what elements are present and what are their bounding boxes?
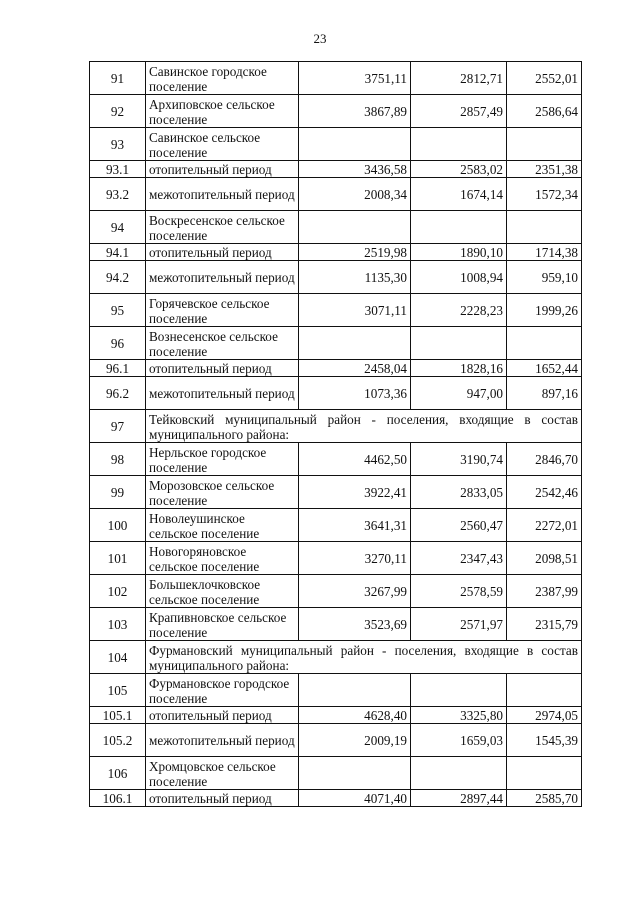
row-number-cell: 94.1: [90, 244, 146, 261]
value-cell-2: 1828,16: [411, 360, 507, 377]
value-cell-3: [507, 674, 582, 707]
settlement-name-cell: отопительный период: [146, 244, 299, 261]
value-cell-3: 2846,70: [507, 443, 582, 476]
value-cell-3: [507, 211, 582, 244]
table-row: [90, 674, 582, 707]
value-cell-1: 2458,04: [299, 360, 411, 377]
row-number-cell: 96.2: [90, 377, 146, 410]
value-cell-3: 1572,34: [507, 178, 582, 211]
settlement-name-cell: Нерльское городское поселение: [146, 443, 299, 476]
value-cell-3: [507, 327, 582, 360]
value-cell-2: 947,00: [411, 377, 507, 410]
value-cell-2: 2560,47: [411, 509, 507, 542]
settlement-name-cell: Воскресенское сельское поселение: [146, 211, 299, 244]
table-row: [90, 757, 582, 790]
table-row: [90, 377, 582, 410]
value-cell-2: 2812,71: [411, 62, 507, 95]
value-cell-1: 1135,30: [299, 261, 411, 294]
value-cell-1: 3523,69: [299, 608, 411, 641]
table-row: [90, 707, 582, 724]
value-cell-2: 3325,80: [411, 707, 507, 724]
value-cell-1: [299, 674, 411, 707]
table-row: [90, 211, 582, 244]
value-cell-3: 2542,46: [507, 476, 582, 509]
row-number-cell: 93.1: [90, 161, 146, 178]
row-number-cell: 105: [90, 674, 146, 707]
table-row: [90, 294, 582, 327]
value-cell-1: [299, 211, 411, 244]
value-cell-2: 1890,10: [411, 244, 507, 261]
table-row: [90, 608, 582, 641]
value-cell-3: 2552,01: [507, 62, 582, 95]
tariff-table: [89, 61, 582, 807]
value-cell-1: 1073,36: [299, 377, 411, 410]
value-cell-1: 3751,11: [299, 62, 411, 95]
value-cell-3: 2586,64: [507, 95, 582, 128]
value-cell-3: 1545,39: [507, 724, 582, 757]
value-cell-3: [507, 128, 582, 161]
table-row: [90, 575, 582, 608]
settlement-name-cell: межотопительный период: [146, 377, 299, 410]
settlement-name-cell: Новолеушинское сельское поселение: [146, 509, 299, 542]
value-cell-1: 3267,99: [299, 575, 411, 608]
value-cell-2: [411, 757, 507, 790]
settlement-name-cell: Новогоряновское сельское поселение: [146, 542, 299, 575]
table-row: [90, 95, 582, 128]
row-number-cell: 93: [90, 128, 146, 161]
value-cell-2: [411, 211, 507, 244]
page-number: 23: [313, 31, 327, 46]
value-cell-2: [411, 327, 507, 360]
value-cell-2: 2857,49: [411, 95, 507, 128]
settlement-name-cell: Крапивновское сельское поселение: [146, 608, 299, 641]
value-cell-2: [411, 128, 507, 161]
table-row: [90, 62, 582, 95]
row-number-cell: 97: [90, 410, 146, 443]
value-cell-1: 3641,31: [299, 509, 411, 542]
table-row: [90, 178, 582, 211]
row-number-cell: 101: [90, 542, 146, 575]
row-number-cell: 104: [90, 641, 146, 674]
settlement-name-cell: отопительный период: [146, 360, 299, 377]
value-cell-2: 1659,03: [411, 724, 507, 757]
value-cell-2: 2583,02: [411, 161, 507, 178]
row-number-cell: 106.1: [90, 790, 146, 807]
value-cell-1: 2519,98: [299, 244, 411, 261]
row-number-cell: 96.1: [90, 360, 146, 377]
settlement-name-cell: Фурмановское городское поселение: [146, 674, 299, 707]
row-number-cell: 100: [90, 509, 146, 542]
table-row: [90, 360, 582, 377]
value-cell-3: 2272,01: [507, 509, 582, 542]
value-cell-3: 2387,99: [507, 575, 582, 608]
value-cell-1: [299, 757, 411, 790]
table-row: [90, 261, 582, 294]
settlement-name-cell: межотопительный период: [146, 178, 299, 211]
table-row: [90, 476, 582, 509]
row-number-cell: 102: [90, 575, 146, 608]
settlement-name-cell: Савинское городское поселение: [146, 62, 299, 95]
row-number-cell: 99: [90, 476, 146, 509]
value-cell-3: 1652,44: [507, 360, 582, 377]
value-cell-2: [411, 674, 507, 707]
value-cell-2: 1674,14: [411, 178, 507, 211]
value-cell-1: [299, 327, 411, 360]
table-row: [90, 509, 582, 542]
settlement-name-cell: Хромцовское сельское поселение: [146, 757, 299, 790]
value-cell-1: 3922,41: [299, 476, 411, 509]
value-cell-2: 2578,59: [411, 575, 507, 608]
table-body: [90, 62, 582, 807]
table-row: [90, 244, 582, 261]
value-cell-3: 959,10: [507, 261, 582, 294]
value-cell-1: 3270,11: [299, 542, 411, 575]
settlement-name-cell: отопительный период: [146, 161, 299, 178]
settlement-name-cell: Архиповское сельское поселение: [146, 95, 299, 128]
settlement-name-cell: Большеклочковское сельское поселение: [146, 575, 299, 608]
table-row: [90, 410, 582, 443]
value-cell-1: 3867,89: [299, 95, 411, 128]
value-cell-1: 2009,19: [299, 724, 411, 757]
table-row: [90, 790, 582, 807]
row-number-cell: 96: [90, 327, 146, 360]
district-heading-cell: Тейковский муниципальный район - поселения, входящие в состав муниципального района:: [146, 410, 582, 443]
settlement-name-cell: Вознесенское сельское поселение: [146, 327, 299, 360]
value-cell-1: [299, 128, 411, 161]
value-cell-1: 4462,50: [299, 443, 411, 476]
value-cell-2: 1008,94: [411, 261, 507, 294]
value-cell-3: [507, 757, 582, 790]
value-cell-1: 3436,58: [299, 161, 411, 178]
table-row: [90, 327, 582, 360]
settlement-name-cell: отопительный период: [146, 707, 299, 724]
table-row: [90, 128, 582, 161]
value-cell-1: 4071,40: [299, 790, 411, 807]
value-cell-2: 2347,43: [411, 542, 507, 575]
value-cell-2: 2228,23: [411, 294, 507, 327]
settlement-name-cell: межотопительный период: [146, 261, 299, 294]
table-row: [90, 641, 582, 674]
value-cell-3: 2315,79: [507, 608, 582, 641]
value-cell-2: 2897,44: [411, 790, 507, 807]
table-row: [90, 724, 582, 757]
settlement-name-cell: отопительный период: [146, 790, 299, 807]
value-cell-2: 2571,97: [411, 608, 507, 641]
value-cell-1: 3071,11: [299, 294, 411, 327]
value-cell-3: 2098,51: [507, 542, 582, 575]
settlement-name-cell: межотопительный период: [146, 724, 299, 757]
value-cell-3: 2585,70: [507, 790, 582, 807]
table-row: [90, 443, 582, 476]
row-number-cell: 91: [90, 62, 146, 95]
value-cell-1: 4628,40: [299, 707, 411, 724]
value-cell-2: 2833,05: [411, 476, 507, 509]
settlement-name-cell: Савинское сельское поселение: [146, 128, 299, 161]
value-cell-3: 897,16: [507, 377, 582, 410]
row-number-cell: 93.2: [90, 178, 146, 211]
value-cell-2: 3190,74: [411, 443, 507, 476]
table-row: [90, 542, 582, 575]
row-number-cell: 98: [90, 443, 146, 476]
row-number-cell: 94.2: [90, 261, 146, 294]
settlement-name-cell: Морозовское сельское поселение: [146, 476, 299, 509]
row-number-cell: 105.2: [90, 724, 146, 757]
value-cell-3: 1999,26: [507, 294, 582, 327]
row-number-cell: 94: [90, 211, 146, 244]
settlement-name-cell: Горячевское сельское поселение: [146, 294, 299, 327]
district-heading-cell: Фурмановский муниципальный район - поселения, входящие в состав муниципального района:: [146, 641, 582, 674]
row-number-cell: 95: [90, 294, 146, 327]
value-cell-3: 1714,38: [507, 244, 582, 261]
row-number-cell: 92: [90, 95, 146, 128]
row-number-cell: 105.1: [90, 707, 146, 724]
table-row: [90, 161, 582, 178]
value-cell-3: 2351,38: [507, 161, 582, 178]
row-number-cell: 103: [90, 608, 146, 641]
value-cell-1: 2008,34: [299, 178, 411, 211]
row-number-cell: 106: [90, 757, 146, 790]
value-cell-3: 2974,05: [507, 707, 582, 724]
